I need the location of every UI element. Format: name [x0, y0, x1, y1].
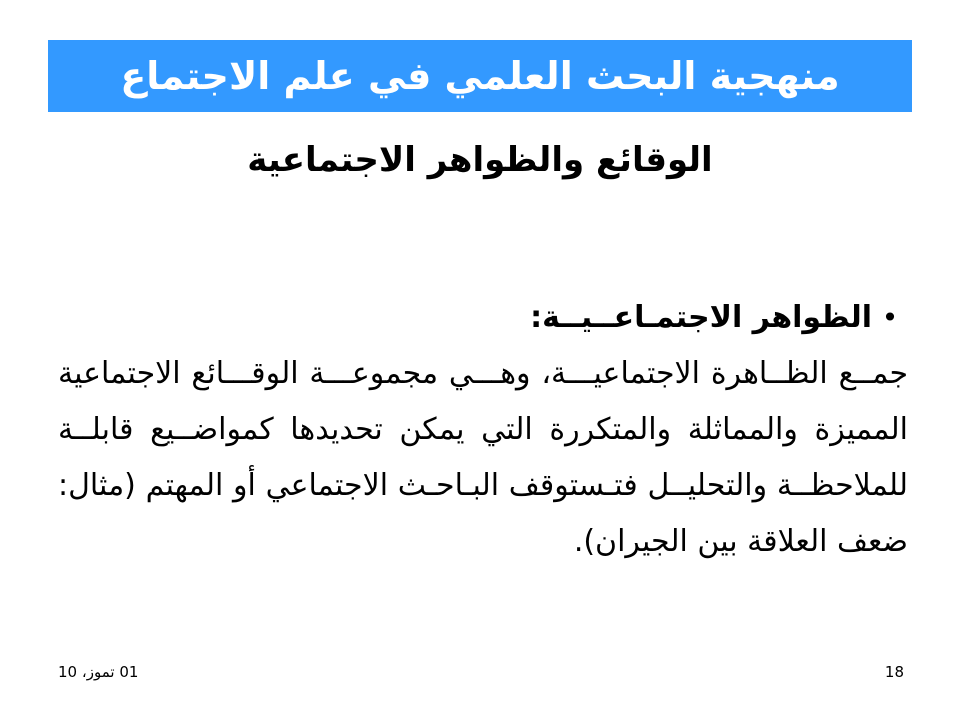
slide-subtitle: الوقائع والظواهر الاجتماعية [247, 140, 713, 180]
bullet-icon: • [881, 301, 899, 334]
bullet-body: جمــع الظــاهرة الاجتماعيـــة، وهـــي مجموعـــة الوقـــائع الاجتماعية المميزة والمماثلة والمتكررة التي يمكن تحديدها كمواضــيع قابلــة للملاحظــة والتحليــل فتـستوقف البـاحـث الاجتماعي أو المهتم (مثال: ضعف العلاقة بين الجيران). [58, 356, 908, 559]
footer-date: 01 تموز، 10 [58, 663, 139, 681]
bullet-heading: الظواهر الاجتمـاعــيــة: [530, 300, 872, 335]
bullet-item [58, 292, 908, 344]
footer-page-number: 18 [884, 663, 904, 681]
title-bar [48, 40, 912, 112]
slide-title: منهجية البحث العلمي في علم الاجتماع [120, 54, 840, 98]
slide-content [58, 292, 908, 570]
